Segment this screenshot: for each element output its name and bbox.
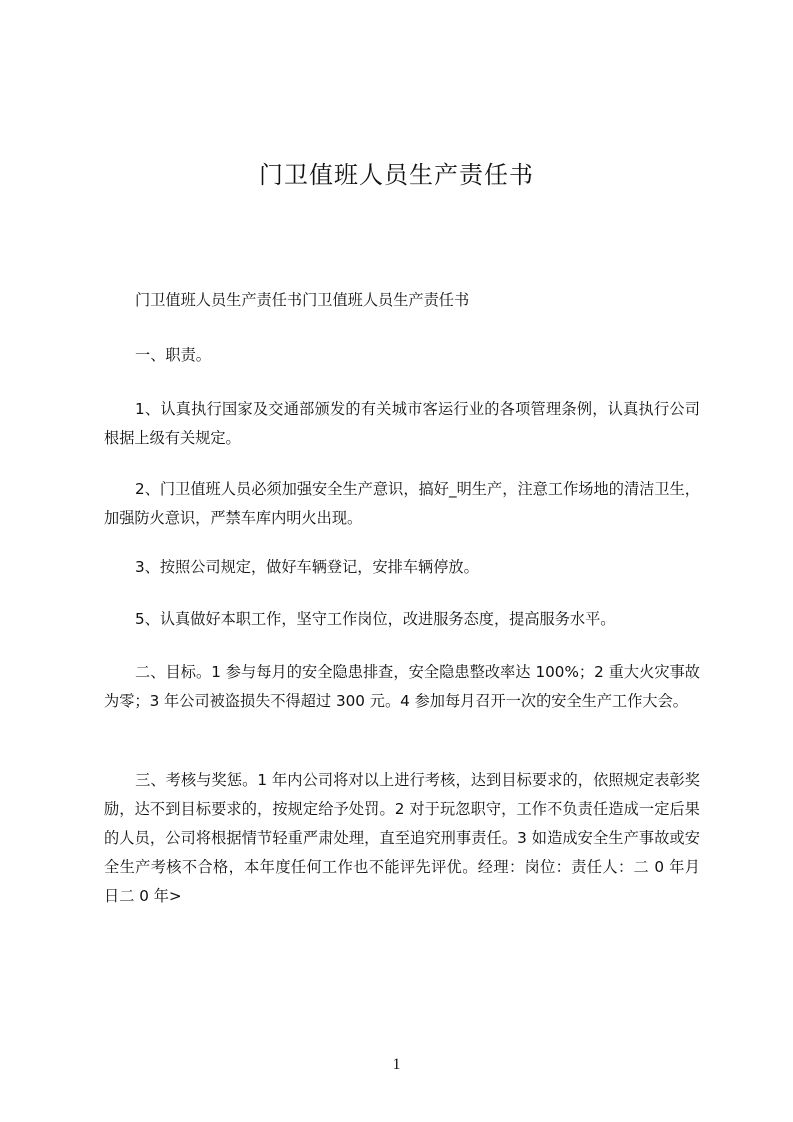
- paragraph-intro: 门卫值班人员生产责任书门卫值班人员生产责任书: [135, 291, 470, 309]
- paragraph-section-assessment: 三、考核与奖惩。1 年内公司将对以上进行考核，达到目标要求的，依照规定表彰奖励，达不到目标要求的，按规定给予处罚。2 对于玩忽职守，工作不负责任造成一定后果的人员，公司将根据情节轻重严肃处理，直至追究刑事责任。3 如造成安全生产事故或安全生产考核不合格，本年度任何工作也不能评先评优。经理：岗位：责任人：二 0 年月日二 0 年>: [104, 771, 700, 905]
- document-title: 门卫值班人员生产责任书: [259, 161, 534, 190]
- paragraph-duty-3: 3、按照公司规定，做好车辆登记，安排车辆停放。: [135, 558, 479, 576]
- page-number: 1: [392, 1056, 401, 1073]
- paragraph-section-duties: 一、职责。: [135, 346, 211, 364]
- paragraph-duty-5: 5、认真做好本职工作，坚守工作岗位，改进服务态度，提高服务水平。: [135, 610, 616, 628]
- paragraph-duty-2: 2、门卫值班人员必须加强安全生产意识，搞好_明生产，注意工作场地的清洁卫生，加强防火意识，严禁车库内明火出现。: [104, 480, 700, 527]
- paragraph-section-goals: 二、目标。1 参与每月的安全隐患排查，安全隐患整改率达 100%；2 重大火灾事故为零；3 年公司被盗损失不得超过 300 元。4 参加每月召开一次的安全生产工作大会。: [104, 663, 700, 710]
- paragraph-duty-1: 1、认真执行国家及交通部颁发的有关城市客运行业的各项管理条例，认真执行公司根据上级有关规定。: [104, 400, 700, 447]
